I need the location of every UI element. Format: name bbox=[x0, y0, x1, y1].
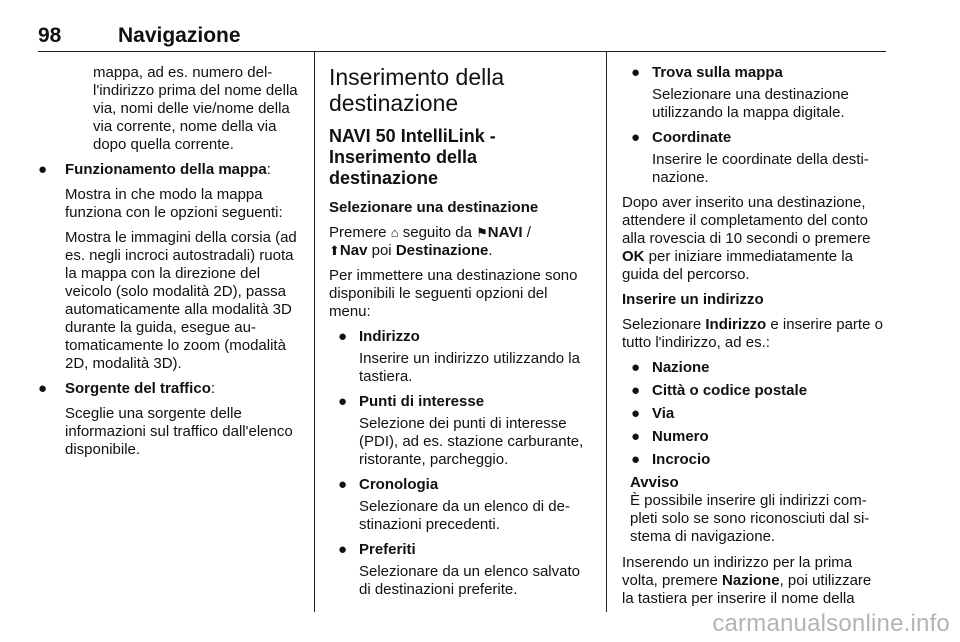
note-text: È possibile inserire gli indirizzi completi solo se sono riconosciuti dal sistema di navigazione. bbox=[630, 492, 870, 545]
header-rule bbox=[38, 51, 886, 52]
list-item bbox=[622, 359, 886, 377]
column-divider-1 bbox=[314, 52, 315, 612]
bullet: ● bbox=[631, 451, 641, 468]
list-item bbox=[329, 476, 591, 534]
chapter-title: Navigazione bbox=[118, 24, 241, 47]
item-title: Cronologia bbox=[359, 476, 439, 493]
list-item bbox=[622, 129, 886, 187]
list-item bbox=[622, 382, 886, 400]
item-title: Numero bbox=[652, 428, 709, 445]
flag-icon: ⚑ bbox=[476, 225, 488, 240]
text-run: e inserire parte o tutto l'indirizzo, ad es.: bbox=[622, 316, 883, 351]
watermark: carmanualsonline.info bbox=[712, 610, 950, 637]
bullet: ● bbox=[338, 476, 348, 493]
menu-label: Indirizzo bbox=[705, 316, 767, 333]
page-header bbox=[38, 24, 886, 52]
text-run: Dopo aver inserito una destinazione, attendere il completamento del conto alla rovescia di 10 secondi o premere bbox=[622, 194, 871, 247]
item-desc: Selezionare una destinazione utilizzando la mappa digitale. bbox=[652, 86, 849, 121]
text-run: poi bbox=[371, 242, 392, 259]
item-title: Via bbox=[652, 405, 675, 422]
item-title: Nazione bbox=[652, 359, 710, 376]
text-run: Selezionare bbox=[622, 316, 702, 333]
item-title: Trova sulla mappa bbox=[652, 64, 783, 81]
list-item bbox=[622, 405, 886, 423]
paragraph-title: Inserire un indirizzo bbox=[622, 291, 764, 308]
text-run: . bbox=[488, 242, 493, 259]
list-item bbox=[38, 161, 300, 373]
subsection-heading: NAVI 50 IntelliLink - Inserimento della destinazione bbox=[329, 126, 496, 188]
menu-label: Nav bbox=[339, 242, 368, 259]
item-title: Coordinate bbox=[652, 129, 732, 146]
text-run: , poi utilizzare la tastiera per inserire il nome della bbox=[622, 572, 872, 607]
text-run: / bbox=[526, 224, 531, 241]
item-desc: Inserire le coordinate della destinazione. bbox=[652, 151, 869, 186]
text-run: per iniziare immediatamente la guida del percorso. bbox=[622, 248, 853, 283]
menu-label: Nazione bbox=[722, 572, 780, 589]
bullet: ● bbox=[631, 359, 641, 376]
continuation-text: mappa, ad es. numero dell'indirizzo prima del nome della via, nomi delle vie/nome della via corrente, nome della via dopo quella corrente. bbox=[93, 64, 298, 153]
bullet: ● bbox=[38, 380, 48, 397]
text-run: seguito da bbox=[402, 224, 472, 241]
bullet: ● bbox=[631, 64, 641, 81]
column-1 bbox=[38, 64, 300, 466]
page-number: 98 bbox=[38, 24, 62, 47]
bullet: ● bbox=[338, 328, 348, 345]
bullet: ● bbox=[338, 393, 348, 410]
section-heading: Inserimento della destinazione bbox=[329, 64, 505, 116]
note-box bbox=[622, 474, 886, 546]
item-paragraph: Mostra le immagini della corsia (ad es. negli incroci autostradali) ruota la mappa con la direzione del veicolo (solo modalità 2D), passa automaticamente alla modalità 3D durante la guida, esegue automaticamente lo zoom (modalità 2D, modalità 3D). bbox=[65, 229, 297, 372]
intro-paragraph: Per immettere una destinazione sono disponibili le seguenti opzioni del menu: bbox=[329, 267, 578, 320]
column-3 bbox=[622, 64, 886, 615]
ok-label: OK bbox=[622, 248, 645, 265]
item-title: Funzionamento della mappa bbox=[65, 161, 267, 178]
item-paragraph: Mostra in che modo la mappa funziona con le opzioni seguenti: bbox=[65, 186, 283, 221]
text-run: Inserendo un indirizzo per la prima volta, premere bbox=[622, 554, 853, 589]
instruction-paragraph bbox=[329, 224, 591, 260]
list-item bbox=[622, 428, 886, 446]
home-icon: ⌂ bbox=[390, 225, 399, 240]
menu-label: Destinazione bbox=[395, 242, 489, 259]
note-title: Avviso bbox=[630, 474, 679, 491]
bullet: ● bbox=[631, 428, 641, 445]
item-desc: Selezionare da un elenco di destinazioni precedenti. bbox=[359, 498, 570, 533]
item-suffix: : bbox=[210, 380, 216, 397]
list-item bbox=[38, 380, 300, 459]
body-paragraph bbox=[622, 316, 886, 352]
item-suffix: : bbox=[266, 161, 271, 178]
item-title: Punti di interesse bbox=[359, 393, 485, 410]
bullet: ● bbox=[631, 382, 641, 399]
item-desc: Selezionare da un elenco salvato di destinazioni preferite. bbox=[359, 563, 580, 598]
menu-label: NAVI bbox=[487, 224, 523, 241]
bullet: ● bbox=[631, 405, 641, 422]
list-item bbox=[622, 451, 886, 469]
nav-arrow-icon: ⬆ bbox=[329, 243, 340, 258]
column-2 bbox=[329, 64, 591, 606]
list-item bbox=[329, 541, 591, 599]
body-paragraph bbox=[622, 554, 886, 608]
item-title: Preferiti bbox=[359, 541, 416, 558]
column-divider-2 bbox=[606, 52, 607, 612]
bullet: ● bbox=[631, 129, 641, 146]
list-item bbox=[329, 328, 591, 386]
list-item bbox=[622, 64, 886, 122]
item-desc: Inserire un indirizzo utilizzando la tastiera. bbox=[359, 350, 580, 385]
bullet: ● bbox=[338, 541, 348, 558]
item-desc: Selezione dei punti di interesse (PDI), ad es. stazione carburante, ristorante, parcheggio. bbox=[359, 415, 584, 468]
item-paragraph: Sceglie una sorgente delle informazioni sul traffico dall'elenco disponibile. bbox=[65, 405, 293, 458]
bullet: ● bbox=[38, 161, 48, 178]
text-run: Premere bbox=[329, 224, 387, 241]
list-item bbox=[329, 393, 591, 469]
item-title: Città o codice postale bbox=[652, 382, 808, 399]
paragraph-title: Selezionare una destinazione bbox=[329, 199, 539, 216]
body-paragraph bbox=[622, 194, 886, 284]
item-title: Indirizzo bbox=[359, 328, 420, 345]
item-title: Incrocio bbox=[652, 451, 711, 468]
item-title: Sorgente del traffico bbox=[65, 380, 211, 397]
